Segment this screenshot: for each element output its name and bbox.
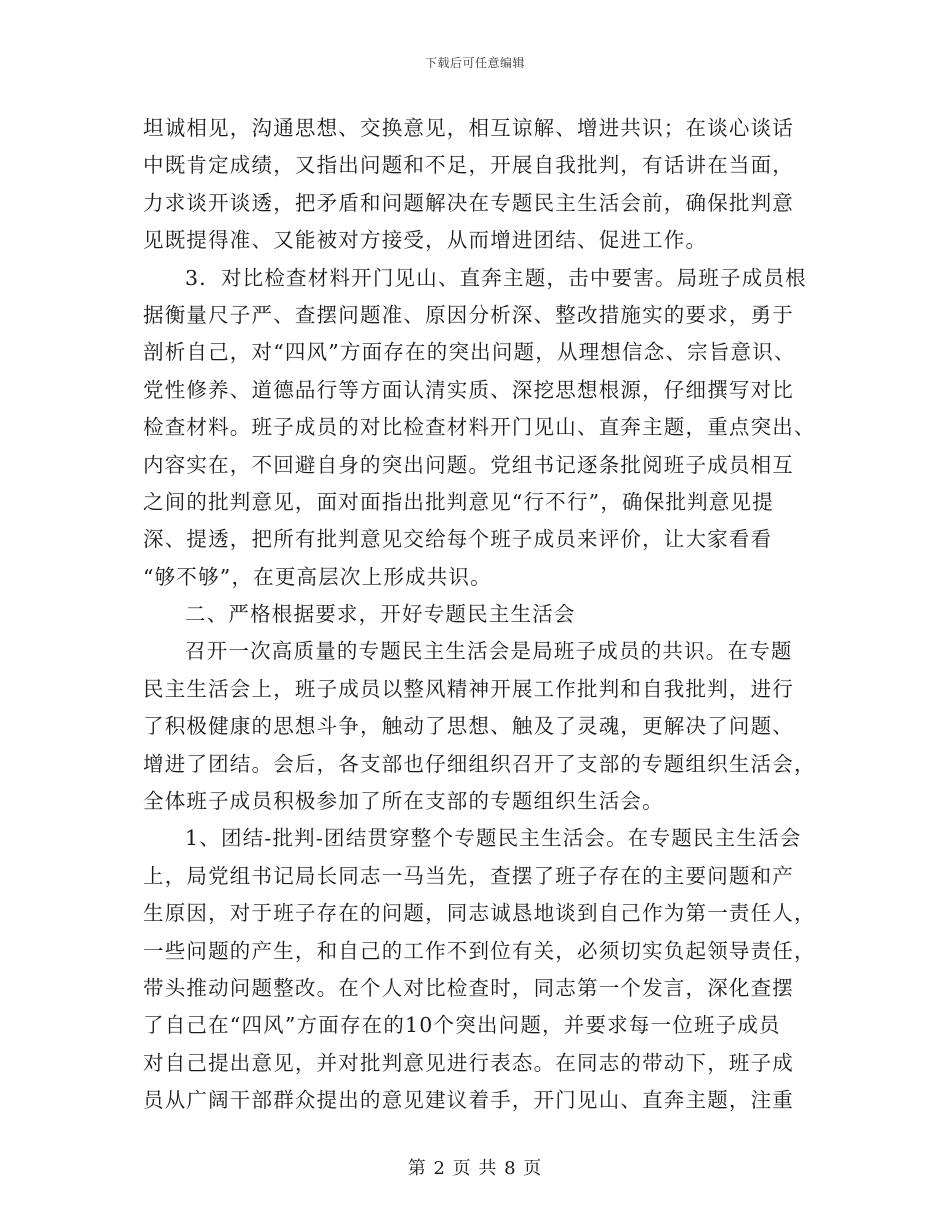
body-text [143,110,816,1120]
text-line: 员从广阔干部群众提出的意见建议着手，开门见山、直奔主题，注重 [143,1088,794,1113]
paragraph-start-line: 1、团结-批判-团结贯穿整个专题民主生活会。在专题民主生活会 [185,826,802,851]
text-line: 民主生活会上，班子成员以整风精神开展工作批判和自我批判，进行 [143,676,794,701]
text-line: 剖析自己，对“四风”方面存在的突出问题，从理想信念、宗旨意识、 [143,340,796,365]
section-heading: 二、严格根据要求，开好专题民主生活会 [185,602,576,627]
text-line: 生原因，对于班子存在的问题，同志诚恳地谈到自己作为第一责任人， [143,901,816,926]
text-line: 检查材料。班子成员的对比检查材料开门见山、直奔主题，重点突出、 [143,415,816,440]
text-line: “够不够”，在更高层次上形成共识。 [143,564,492,589]
text-line: 深、提透，把所有批判意见交给每个班子成员来评价，让大家看看 [143,527,773,552]
text-line: 了自己在“四风”方面存在的10个突出问题，并要求每一位班子成员 [143,1013,781,1038]
text-line: 全体班子成员积极参加了所在支部的专题组织生活会。 [143,789,664,814]
text-line: 中既肯定成绩，又指出问题和不足，开展自我批判，有话讲在当面， [143,153,794,178]
text-line: 坦诚相见，沟通思想、交换意见，相互谅解、增进共识；在谈心谈话 [143,116,794,140]
text-line: 党性修养、道德品行等方面认清实质、深挖思想根源，仔细撰写对比 [143,377,794,402]
text-line: 上，局党组书记局长同志一马当先，查摆了班子存在的主要问题和产 [143,863,794,888]
text-line: 之间的批判意见，面对面指出批判意见“行不行”，确保批判意见提 [143,489,774,514]
paragraph-start-line: 召开一次高质量的专题民主生活会是局班子成员的共识。在专题 [185,639,793,664]
text-line: 一些问题的产生，和自己的工作不到位有关，必须切实负起领导责任， [143,938,816,963]
text-line: 带头推动问题整改。在个人对比检查时，同志第一个发言，深化查摆 [143,975,794,1000]
page-header: 下载后可任意编辑 [424,56,525,70]
text-line: 力求谈开谈透，把矛盾和问题解决在专题民主生活会前，确保批判意 [143,190,794,215]
page-number: 第 2 页 共 8 页 [407,1158,543,1179]
paragraph-start-line: 3．对比检查材料开门见山、直奔主题，击中要害。局班子成员根 [185,265,807,290]
text-line: 见既提得准、又能被对方接受，从而增进团结、促进工作。 [143,228,708,253]
text-line: 据衡量尺子严、查摆问题准、原因分析深、整改措施实的要求，勇于 [143,302,794,327]
text-line: 增进了团结。会后，各支部也仔细组织召开了支部的专题组织生活会， [143,751,816,776]
text-line: 对自己提出意见，并对批判意见进行表态。在同志的带动下，班子成 [143,1050,794,1075]
text-line: 了积极健康的思想斗争，触动了思想、触及了灵魂，更解决了问题、 [143,714,794,739]
text-line: 内容实在，不回避自身的突出问题。党组书记逐条批阅班子成员相互 [143,452,794,477]
